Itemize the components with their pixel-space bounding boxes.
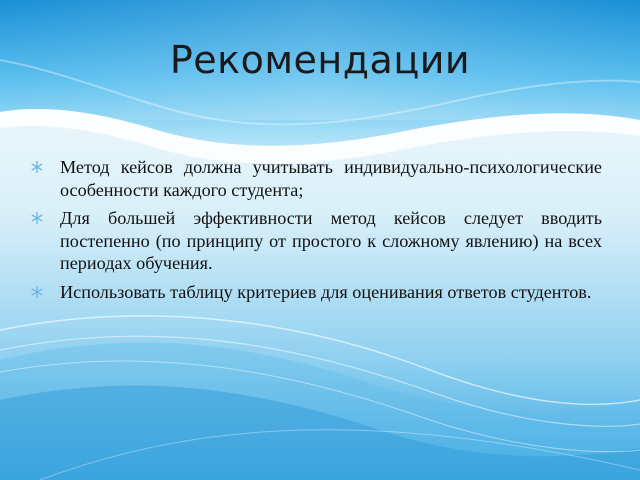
bullet-list [30, 156, 602, 309]
bullet-text: Для большей эффективности метод кейсов следует вводить постепенно (по принципу от простого к сложному явлению) на всех периодах обучения. [60, 208, 602, 273]
list-item [30, 156, 602, 201]
bullet-text: Метод кейсов должна учитывать индивидуально-психологические особенности каждого студента; [60, 157, 602, 200]
asterisk-bullet-icon [30, 285, 44, 299]
bullet-text: Использовать таблицу критериев для оценивания ответов студентов. [60, 281, 592, 302]
list-item [30, 207, 602, 275]
slide-title: Рекомендации [169, 38, 471, 82]
asterisk-bullet-icon [30, 211, 44, 225]
list-item [30, 281, 602, 304]
asterisk-bullet-icon [30, 160, 44, 174]
